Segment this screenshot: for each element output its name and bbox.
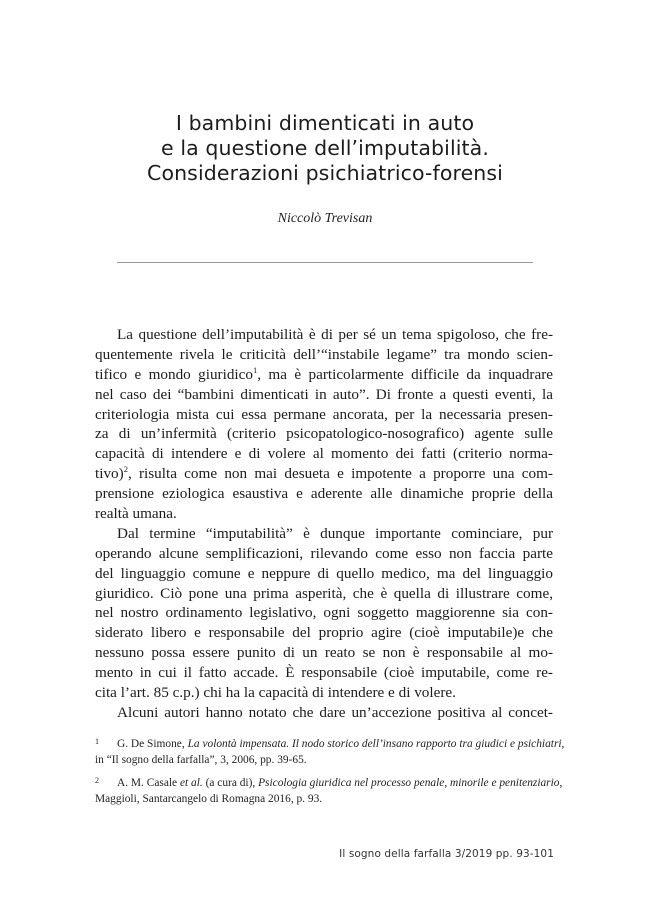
- footnote-ref[interactable]: 2: [123, 464, 128, 475]
- body-line: quentemente rivela le criticità dell’“instabile legame” tra mondo scien-: [95, 345, 553, 363]
- footnote-text: ,: [559, 777, 563, 790]
- body-line: za di un’infermità (criterio psicopatologico-nosografico) agente sulle: [95, 425, 553, 443]
- body-line: giuridico. Ciò pone una prima asperità, che è quella di illustrare come,: [95, 584, 553, 602]
- body-line: del linguaggio comune e neppure di quello medico, ma del linguaggio: [95, 564, 553, 582]
- body-text-segment: , risulta come non mai desueta e impotente a proporre una com-: [127, 465, 553, 483]
- footnote-line: [95, 773, 563, 792]
- title-line: I bambini dimenticati in auto: [175, 111, 475, 135]
- body-line: realtà umana.: [95, 505, 177, 523]
- title-divider: [117, 262, 533, 263]
- article-title: [0, 111, 650, 186]
- body-line: mento in cui il fatto accade. È responsabile (cioè imputabile, come re-: [95, 664, 553, 682]
- body-line: [95, 464, 553, 484]
- body-line: criteriologia mista cui essa permane ancorata, per la necessaria presen-: [95, 405, 553, 423]
- footnote: [95, 734, 565, 768]
- footnote-text: A. M. Casale: [117, 777, 180, 790]
- body-text-segment: tifico e mondo giuridico: [95, 365, 253, 383]
- footnote-number: 1: [95, 737, 99, 746]
- body-line: La questione dell’imputabilità è di per sé un tema spigoloso, che fre-: [117, 326, 553, 343]
- body-text-segment: tivo): [95, 465, 124, 483]
- footnote-text: ,: [561, 738, 565, 750]
- body-line: operando alcune semplificazioni, rilevando come esso non faccia parte: [95, 544, 553, 562]
- footnote-line: [95, 734, 565, 753]
- body-line: Alcuni autori hanno notato che dare un’accezione positiva al concet-: [117, 703, 553, 721]
- body-line: nessuno possa essere punito di un reato se non è responsabile al mo-: [95, 644, 553, 662]
- body-line: nel nostro ordinamento legislativo, ogni soggetto maggiorenne sia con-: [95, 604, 553, 622]
- body-line: Dal termine “imputabilità” è dunque importante cominciare, pur: [117, 524, 553, 542]
- footnote-text: G. De Simone,: [117, 738, 188, 750]
- footnote: [95, 773, 563, 807]
- article-body: [95, 325, 553, 723]
- body-line: cita l’art. 85 c.p.) chi ha la capacità di intendere e di volere.: [95, 684, 456, 702]
- footnote-line: Maggioli, Santarcangelo di Romagna 2016, p. 93.: [95, 792, 323, 805]
- footnote-ref[interactable]: 1: [252, 364, 258, 375]
- body-text-segment: , ma è particolarmente difficile da inquadrare: [257, 365, 554, 383]
- title-line: e la questione dell’imputabilità.: [161, 136, 489, 160]
- body-line: siderato libero e responsabile del proprio agire (cioè imputabile)e che: [95, 624, 553, 642]
- body-line: capacità di intendere e di volere al momento dei fatti (criterio norma-: [95, 445, 553, 463]
- footnote-title: Psicologia giuridica nel processo penale, minorile e penitenziario: [258, 777, 560, 790]
- footnote-title: La volontà impensata. Il nodo storico dell’insano rapporto tra giudici e psichiatri: [187, 738, 562, 750]
- body-line: nel caso dei “bambini dimenticati in auto”. Di fronte a questi eventi, la: [95, 385, 553, 403]
- footnote-etal: et al.: [179, 777, 203, 790]
- title-line: Considerazioni psichiatrico-forensi: [147, 161, 503, 185]
- footnote-number: 2: [95, 776, 99, 786]
- body-line: [95, 365, 553, 385]
- footnotes: [95, 734, 565, 812]
- running-footer: Il sogno della farfalla 3/2019 pp. 93-101: [339, 848, 554, 860]
- author-name: Niccolò Trevisan: [277, 211, 373, 226]
- footnote-text: (a cura di),: [202, 777, 259, 790]
- footnote-line: in “Il sogno della farfalla”, 3, 2006, pp. 39-65.: [95, 753, 307, 766]
- body-line: prensione eziologica esaustiva e aderente alle dinamiche proprie della: [95, 485, 553, 503]
